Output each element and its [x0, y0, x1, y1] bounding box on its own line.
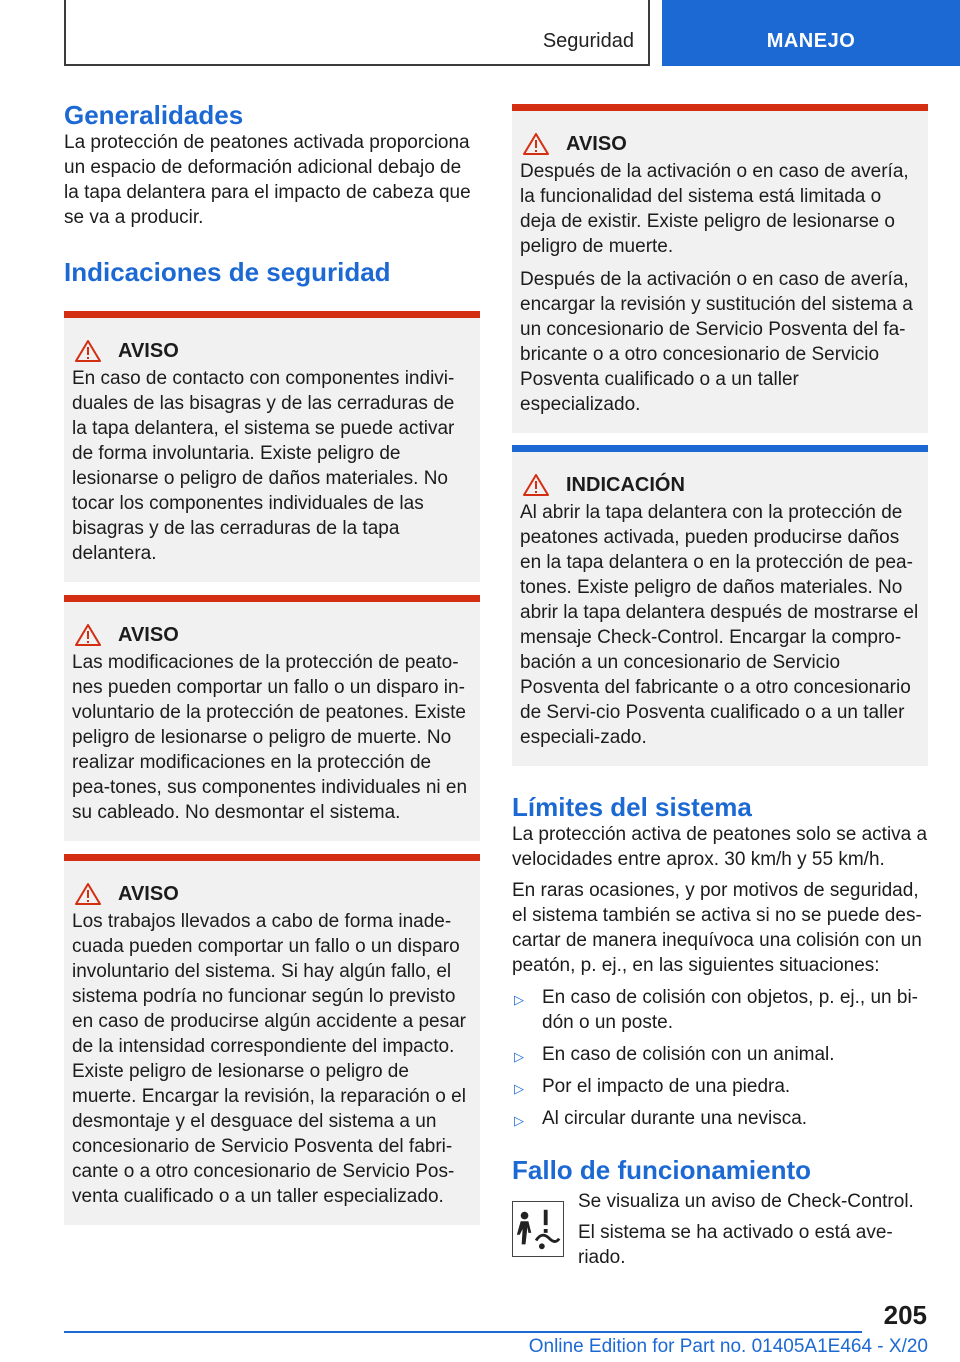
aviso-3-text: Los trabajos llevados a cabo de forma inade-cuada pueden comportar un fallo o un disparo involuntario del sistema. Si hay algún fallo, el sistema podría no funcionar según lo previsto en caso de producirse algún accidente a pesar de la intensidad correspondiente del impacto. Existe peligro de lesionarse o peligro de muerte. Encargar la revisión, la reparación o el desmontaje y el desguace del sistema a un concesionario de Servicio Posventa del fabri-cante o a otro concesionario de Servicio Pos-venta cualificado o a un taller especializado. — [72, 911, 466, 1207]
list-item: ▷ Al circular durante una nevisca. — [512, 1106, 928, 1131]
aviso-2-text: Las modificaciones de la protección de peato-nes pueden comportar un fallo o un disparo in-voluntario de la protección de peatones. Existe peligro de lesionarse o peligro de muerte. No realizar modificaciones en la protección de pea-tones, sus componentes individuales ni en su cableado. No desmontar el sistema. — [72, 652, 468, 823]
generalidades-text: La protección de peatones activada proporciona un espacio de deformación adicional debajo de la tapa delantera para el impacto de cabeza que se va a producir. — [64, 132, 471, 228]
right-column — [512, 104, 928, 1270]
triangle-right-icon: ▷ — [514, 1081, 524, 1096]
chapter-title: MANEJO — [766, 30, 856, 52]
aviso-1-title: AVISO — [118, 339, 179, 362]
limites-text-1: La protección activa de peatones solo se activa a velocidades entre aprox. 30 km/h y 55 km/h. — [512, 824, 928, 870]
section-title: Seguridad — [542, 30, 634, 52]
list-item: ▷ En caso de colisión con un animal. — [512, 1042, 928, 1067]
warning-triangle-icon — [74, 623, 102, 647]
warning-triangle-icon — [522, 132, 550, 156]
triangle-right-icon: ▷ — [514, 1049, 524, 1064]
triangle-right-icon: ▷ — [514, 1113, 524, 1128]
warning-triangle-icon — [74, 882, 102, 906]
fallo-text-2: El sistema se ha activado o está ave-riado. — [578, 1222, 893, 1268]
indicaciones-heading: Indicaciones de seguridad — [64, 257, 391, 287]
aviso-1-text: En caso de contacto con componentes indivi-duales de las bisagras y de las cerraduras de la tapa delantera, el sistema se puede activar de forma involuntaria. Existe peligro de lesionarse o peligro de daños materiales. No tocar los componentes individuales de las bisagras y de las cerraduras de la tapa delantera. — [72, 368, 455, 564]
indicacion-title: INDICACIÓN — [566, 473, 685, 496]
fallo-text-1: Se visualiza un aviso de Check-Control. — [578, 1191, 914, 1212]
chapter-tab — [662, 0, 960, 66]
notice-box-indicacion — [512, 445, 928, 766]
warning-triangle-icon — [522, 473, 550, 497]
triangle-right-icon: ▷ — [514, 992, 524, 1007]
aviso-4-text-1: Después de la activación o en caso de avería, la funcionalidad del sistema está limitada o deja de existir. Existe peligro de lesionarse o peligro de muerte. — [520, 161, 909, 257]
warning-box-aviso-4 — [512, 104, 928, 433]
generalidades-heading: Generalidades — [64, 100, 244, 130]
footer-divider — [64, 1331, 862, 1333]
warning-box-aviso-2 — [64, 595, 480, 841]
limites-heading: Límites del sistema — [512, 792, 752, 822]
aviso-2-title: AVISO — [118, 623, 179, 646]
pedestrian-protection-warning-icon — [512, 1201, 564, 1257]
header-section-box — [64, 0, 650, 66]
indicacion-text: Al abrir la tapa delantera con la protección de peatones activada, pueden producirse daños en la tapa delantera o en la protección de pea-tones. Existe peligro de daños materiales. No abrir la tapa delantera después de mostrarse el mensaje Check-Control. Encargar la compro-bación a un concesionario de Servicio Posventa del fabricante o a otro concesionario de Servi-cio Posventa cualificado o a un taller especiali-zado. — [520, 502, 919, 748]
fallo-block — [512, 1189, 928, 1270]
aviso-3-title: AVISO — [118, 882, 179, 905]
limites-list — [512, 985, 928, 1131]
warning-box-aviso-1 — [64, 311, 480, 582]
list-item: ▷ En caso de colisión con objetos, p. ej., un bi-dón o un poste. — [514, 987, 919, 1033]
fallo-heading: Fallo de funcionamiento — [512, 1155, 812, 1185]
edition-footer: Online Edition for Part no. 01405A1E464 - X/20 — [528, 1336, 928, 1357]
warning-box-aviso-3 — [64, 854, 480, 1225]
page-number: 205 — [883, 1300, 927, 1330]
warning-triangle-icon — [74, 339, 102, 363]
aviso-4-title: AVISO — [566, 132, 627, 155]
list-item: ▷ Por el impacto de una piedra. — [512, 1074, 928, 1099]
limites-text-2: En raras ocasiones, y por motivos de seguridad, el sistema también se activa si no se puede des-cartar de manera inequívoca una colisión con un peatón, p. ej., en las siguientes situaciones: — [512, 880, 922, 976]
left-column — [64, 100, 480, 1225]
aviso-4-text-2: Después de la activación o en caso de avería, encargar la revisión y sustitución del sistema a un concesionario de Servicio Posventa del fa-bricante o a otro concesionario de Servicio Posventa cualificado o a un taller especializado. — [520, 269, 913, 415]
